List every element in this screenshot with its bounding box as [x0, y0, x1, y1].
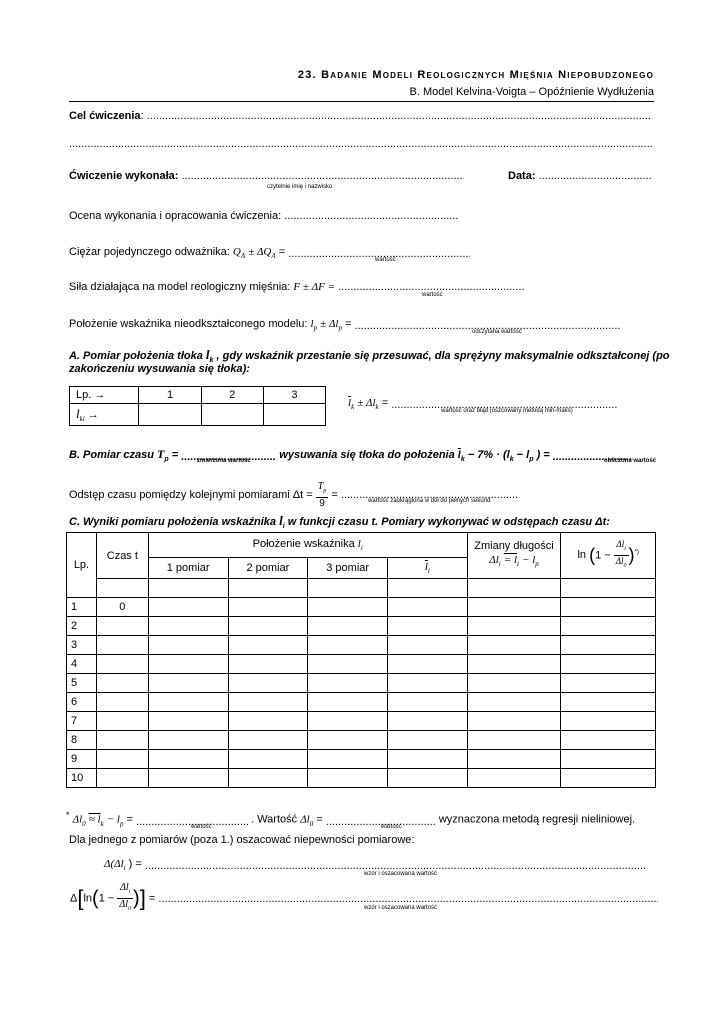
- row-input-cell[interactable]: [308, 655, 388, 674]
- delta-ln-field[interactable]: [158, 892, 658, 906]
- footnote-hint-2: wartość: [381, 824, 402, 830]
- row-input-cell[interactable]: [148, 636, 228, 655]
- data-field[interactable]: [539, 170, 651, 182]
- header-zmiany: Zmiany długości $\Delta l_i = l_i - l_p$: [467, 533, 561, 579]
- row-input-cell[interactable]: [148, 731, 228, 750]
- row-input-cell[interactable]: [148, 655, 228, 674]
- row-input-cell[interactable]: [148, 712, 228, 731]
- table-row: [67, 750, 656, 769]
- row-input-cell[interactable]: [467, 712, 561, 731]
- odstep-row: Odstęp czasu pomiędzy kolejnymi pomiarami Δt = $\frac{T_p}{9}$ = .....: [69, 481, 517, 509]
- row-input-cell[interactable]: [467, 769, 561, 788]
- row-input-cell[interactable]: [308, 731, 388, 750]
- polozenie-row: Położenie wskaźnika nieodkształconego modelu: $l_p \pm \Delta l_p$ = .....: [69, 318, 621, 332]
- odstep-fraction: $\frac{T_p}{9}$: [317, 481, 327, 509]
- row-time[interactable]: [96, 617, 148, 636]
- row-input-cell[interactable]: [308, 712, 388, 731]
- row-input-cell[interactable]: [388, 655, 468, 674]
- header-polozenie: Położenie wskaźnika $l_i$: [148, 533, 467, 558]
- odstep-label: Odstęp czasu pomiędzy kolejnymi pomiarami: [69, 489, 290, 501]
- row-input-cell[interactable]: [561, 769, 656, 788]
- section-a-table: [69, 386, 326, 426]
- row-lp: 8: [67, 731, 97, 750]
- sila-row: Siła działająca na model reologiczny mięśnia: F ± ΔF = .....: [69, 281, 524, 293]
- row-input-cell[interactable]: [388, 750, 468, 769]
- lk-result-hint: wartość oraz błąd (oszcowany metodą min-maks): [441, 408, 573, 414]
- footnote-hint-1: wartość: [191, 824, 212, 830]
- row-input-cell[interactable]: [467, 617, 561, 636]
- row-input-cell[interactable]: [388, 712, 468, 731]
- wykonala-row: [69, 170, 464, 182]
- row-input-cell[interactable]: [148, 598, 228, 617]
- polozenie-hint: odczytana wartość: [472, 329, 522, 335]
- row-time[interactable]: [96, 655, 148, 674]
- section-b-row: B. Pomiar czasu $T_p$ = ..... wysuwania się tłoka do położenia $\overline{l}_k - 7\% \cdot (l_k - l_p$ ) = .....: [69, 447, 633, 463]
- delta-ln-hint: wzór i oszacowana wartość: [364, 905, 438, 911]
- col-header: 3: [263, 387, 325, 404]
- row-input-cell[interactable]: [228, 636, 308, 655]
- row-input-cell[interactable]: [561, 636, 656, 655]
- row-lp: 2: [67, 617, 97, 636]
- lk-result-row: $\overline{l}_k \pm \Delta l_k$ = .....: [348, 397, 617, 411]
- unit-cell[interactable]: [467, 579, 561, 598]
- cel-field-line2[interactable]: [69, 138, 654, 150]
- col-header: 2: [201, 387, 263, 404]
- table-row: [67, 731, 656, 750]
- row-input-cell[interactable]: [388, 769, 468, 788]
- ocena-label: Ocena wykonania i opracowania ćwiczenia:: [69, 210, 282, 222]
- row-input-cell[interactable]: [148, 769, 228, 788]
- lki-input-1[interactable]: [139, 404, 201, 426]
- row-input-cell[interactable]: [228, 674, 308, 693]
- unit-cell[interactable]: [308, 579, 388, 598]
- table-row: [67, 636, 656, 655]
- lki-input-2[interactable]: [201, 404, 263, 426]
- header-pomiar-2: 2 pomiar: [228, 558, 308, 579]
- row-input-cell[interactable]: [308, 636, 388, 655]
- wykonala-field[interactable]: [182, 170, 464, 182]
- row-input-cell[interactable]: [308, 674, 388, 693]
- unit-cell[interactable]: [561, 579, 656, 598]
- row-time[interactable]: [96, 674, 148, 693]
- data-label: Data:: [508, 170, 536, 182]
- row-time[interactable]: [96, 769, 148, 788]
- table-row: [67, 674, 656, 693]
- row-input-cell[interactable]: [228, 617, 308, 636]
- row-input-cell[interactable]: [228, 598, 308, 617]
- row-input-cell[interactable]: [388, 731, 468, 750]
- table-row: [67, 617, 656, 636]
- section-a-heading: A. Pomiar położenia tłoka $l_k$ , gdy wskaźnik przestanie się przesuwać, dla sprężyny maksymalnie odkształconej (po: [69, 347, 670, 365]
- row-input-cell[interactable]: [148, 750, 228, 769]
- unit-cell[interactable]: [148, 579, 228, 598]
- row-time[interactable]: [96, 712, 148, 731]
- row-input-cell[interactable]: [308, 617, 388, 636]
- header-lp: Lp.: [67, 533, 97, 598]
- row-lp: 6: [67, 693, 97, 712]
- row-input-cell[interactable]: [388, 693, 468, 712]
- row-lp: 5: [67, 674, 97, 693]
- row-lp: 1: [67, 598, 97, 617]
- header-ln: ln (1 − $\frac{\Delta l_i}{\Delta l_0}$ )*): [561, 533, 656, 579]
- col-header: 1: [139, 387, 201, 404]
- lki-label-cell: $l_{ki}$ →: [70, 404, 139, 426]
- row-lp: 7: [67, 712, 97, 731]
- table-row: [67, 598, 656, 617]
- row-input-cell[interactable]: [561, 712, 656, 731]
- sila-label: Siła działająca na model reologiczny mięśnia:: [69, 281, 291, 293]
- row-input-cell[interactable]: [467, 750, 561, 769]
- tp-hint: zmierzona wartość: [197, 458, 251, 464]
- data-row: [508, 170, 651, 182]
- row-input-cell[interactable]: [308, 769, 388, 788]
- sila-hint: wartość: [422, 292, 443, 298]
- row-input-cell[interactable]: [228, 750, 308, 769]
- row-input-cell[interactable]: [561, 750, 656, 769]
- row-time[interactable]: [96, 636, 148, 655]
- row-input-cell[interactable]: [148, 674, 228, 693]
- delta-ln-row: Δ[ln(1 − $\frac{\Delta l_i}{\Delta l_0}$ )] = .....: [70, 882, 658, 915]
- row-input-cell[interactable]: [561, 598, 656, 617]
- row-time[interactable]: [96, 731, 148, 750]
- row-input-cell[interactable]: [467, 655, 561, 674]
- measurements-table: [66, 532, 656, 788]
- row-input-cell[interactable]: [308, 750, 388, 769]
- row-input-cell[interactable]: [228, 769, 308, 788]
- row-input-cell[interactable]: [228, 731, 308, 750]
- section-a-heading-line2: zakończeniu wysuwania się tłoka):: [69, 363, 250, 375]
- table-row: [67, 655, 656, 674]
- row-input-cell[interactable]: [467, 598, 561, 617]
- row-input-cell[interactable]: [561, 674, 656, 693]
- row-input-cell[interactable]: [467, 731, 561, 750]
- table-row: [67, 693, 656, 712]
- table-row: [67, 712, 656, 731]
- target-hint: obliczona wartość: [604, 458, 657, 464]
- row-input-cell[interactable]: [228, 693, 308, 712]
- row-input-cell[interactable]: [308, 693, 388, 712]
- row-input-cell[interactable]: [561, 693, 656, 712]
- row-input-cell[interactable]: [148, 617, 228, 636]
- row-time[interactable]: [96, 693, 148, 712]
- row-input-cell[interactable]: [561, 655, 656, 674]
- header-czas: Czas t: [96, 533, 148, 579]
- table-body: [67, 598, 656, 788]
- document-title: 23. Badanie Modeli Reologicznych Mięśnia Niepobudzonego: [297, 69, 654, 81]
- unit-cell[interactable]: [388, 579, 468, 598]
- uncertainty-intro: Dla jednego z pomiarów (poza 1.) oszacować niepewności pomiarowe:: [69, 834, 415, 846]
- row-input-cell[interactable]: [561, 617, 656, 636]
- unit-cell[interactable]: [96, 579, 148, 598]
- cel-label: Cel ćwiczenia: [69, 110, 141, 122]
- delta-dl-row: $\Delta(\Delta l_i$ ) = .....: [104, 858, 645, 872]
- delta-dl-hint: wzór i oszacowana wartość: [364, 871, 438, 877]
- section-c-heading: C. Wyniki pomiaru położenia wskaźnika $l_i$ w funkcji czasu t. Pomiary wykonywać w odstępach czasu Δt:: [69, 513, 610, 531]
- row-input-cell[interactable]: [388, 598, 468, 617]
- row-input-cell[interactable]: [148, 693, 228, 712]
- header-pomiar-3: 3 pomiar: [308, 558, 388, 579]
- header-divider: [69, 101, 654, 102]
- ocena-row: [69, 210, 459, 222]
- row-input-cell[interactable]: [467, 693, 561, 712]
- ciezar-row: Ciężar pojedynczego odważnika: $Q_A \pm \Delta Q_A$ = .....: [69, 246, 470, 260]
- table-row: [67, 769, 656, 788]
- row-time[interactable]: 0: [96, 598, 148, 617]
- row-input-cell[interactable]: [388, 674, 468, 693]
- header-mean: $\overline{l}_i$: [388, 558, 468, 579]
- row-input-cell[interactable]: [388, 636, 468, 655]
- wykonala-label: Ćwiczenie wykonała:: [69, 170, 179, 182]
- lki-input-3[interactable]: [263, 404, 325, 426]
- row-input-cell[interactable]: [228, 712, 308, 731]
- lp-label-cell: Lp. →: [70, 387, 139, 404]
- row-input-cell[interactable]: [388, 617, 468, 636]
- polozenie-label: Położenie wskaźnika nieodkształconego modelu:: [69, 318, 308, 330]
- row-input-cell[interactable]: [561, 731, 656, 750]
- row-lp: 4: [67, 655, 97, 674]
- ciezar-hint: wartość: [375, 257, 396, 263]
- row-lp: 9: [67, 750, 97, 769]
- odstep-hint: wartość zaokrąglona w dół do pełnych sekund: [368, 498, 491, 504]
- row-input-cell[interactable]: [308, 598, 388, 617]
- unit-cell[interactable]: [228, 579, 308, 598]
- ocena-field[interactable]: [284, 210, 459, 222]
- cel-row: Cel ćwiczenia: .....: [69, 110, 654, 122]
- row-lp: 10: [67, 769, 97, 788]
- row-time[interactable]: [96, 750, 148, 769]
- row-input-cell[interactable]: [467, 636, 561, 655]
- wykonala-hint: czytelnie imię i nazwisko: [267, 184, 333, 190]
- row-input-cell[interactable]: [228, 655, 308, 674]
- header-pomiar-1: 1 pomiar: [148, 558, 228, 579]
- row-lp: 3: [67, 636, 97, 655]
- footnote-row: * $\Delta l_0 \approx l_k - l_p$ = ..... . Wartość $\Delta l_0$ = ..... wyznaczona metodą regresji nieliniowej.: [66, 810, 635, 828]
- cel-field[interactable]: [147, 110, 652, 122]
- document-subtitle: B. Model Kelvina-Voigta – Opóźnienie Wydłużenia: [409, 86, 654, 98]
- ciezar-label: Ciężar pojedynczego odważnika:: [69, 246, 230, 258]
- row-input-cell[interactable]: [467, 674, 561, 693]
